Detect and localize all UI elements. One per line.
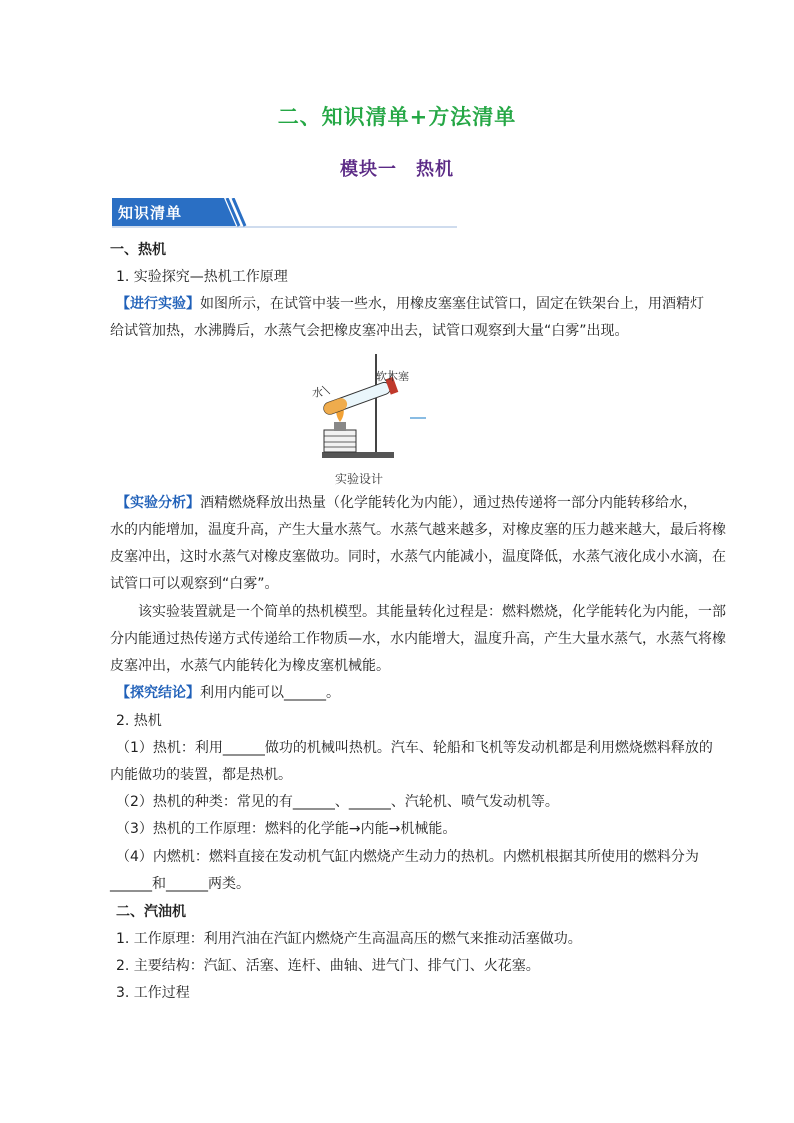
figure-label-water: 水 xyxy=(312,386,323,399)
figure-caption: 实验设计 xyxy=(335,472,384,486)
section1-title: 一、热机 xyxy=(110,242,166,258)
gasoline-item-1: 1. 工作原理：利用汽油在汽缸内燃烧产生高温高压的燃气来推动活塞做功。 xyxy=(116,931,582,947)
analysis-tag: 【实验分析】 xyxy=(116,495,200,511)
experiment-line-2: 给试管加热，水沸腾后，水蒸气会把橡皮塞冲出去，试管口观察到大量“白雾”出现。 xyxy=(110,323,629,339)
banner-label: 知识清单 xyxy=(118,204,183,222)
conclusion-line xyxy=(116,683,340,703)
gasoline-item-2: 2. 主要结构：汽缸、活塞、连杆、曲轴、进气门、排气门、火花塞。 xyxy=(116,958,540,974)
model-line-1: 该实验装置就是一个简单的热机模型。其能量转化过程是：燃料燃烧，化学能转化为内能，一部 xyxy=(138,604,726,620)
module-title: 模块一 热机 xyxy=(340,159,454,180)
experiment-line-1 xyxy=(116,294,704,314)
section2-title: 二、汽油机 xyxy=(116,904,186,920)
figure-label-cork: 软木塞 xyxy=(376,370,409,383)
experiment-text-1: 如图所示，在试管中装一些水，用橡皮塞塞住试管口，固定在铁架台上，用酒精灯 xyxy=(200,296,704,312)
heat-engine-def-1: （1）热机：利用______做功的机械叫热机。汽车、轮船和飞机等发动机都是利用燃烧燃料释放的 xyxy=(116,740,713,756)
model-line-2: 分内能通过热传递方式传递给工作物质—水，水内能增大，温度升高，产生大量水蒸气，水蒸气将橡 xyxy=(110,631,726,647)
heat-engine-types: （2）热机的种类：常见的有______、______、汽轮机、喷气发动机等。 xyxy=(116,794,559,810)
internal-combustion-1: （4）内燃机：燃料直接在发动机气缸内燃烧产生动力的热机。内燃机根据其所使用的燃料分为 xyxy=(116,849,699,865)
analysis-line-2: 水的内能增加，温度升高，产生大量水蒸气。水蒸气越来越多，对橡皮塞的压力越来越大，最后将橡 xyxy=(110,522,726,538)
experiment-tag: 【进行实验】 xyxy=(116,296,200,312)
analysis-line-3: 皮塞冲出，这时水蒸气对橡皮塞做功。同时，水蒸气内能减小，温度降低，水蒸气液化成小水滴，在 xyxy=(110,549,726,565)
item-1-title: 1. 实验探究—热机工作原理 xyxy=(116,269,288,285)
conclusion-tag: 【探究结论】 xyxy=(116,685,200,701)
analysis-line-4: 试管口可以观察到“白雾”。 xyxy=(110,576,279,592)
analysis-text-1: 酒精燃烧释放出热量（化学能转化为内能），通过热传递将一部分内能转移给水， xyxy=(200,495,697,511)
item-2-title: 2. 热机 xyxy=(116,713,162,729)
model-line-3: 皮塞冲出，水蒸气内能转化为橡皮塞机械能。 xyxy=(110,658,390,674)
page-heading: 二、知识清单+方法清单 xyxy=(277,105,517,129)
conclusion-text: 利用内能可以______。 xyxy=(200,685,340,701)
internal-combustion-2: ______和______两类。 xyxy=(110,876,250,892)
heat-engine-def-2: 内能做功的装置，都是热机。 xyxy=(110,767,292,783)
analysis-line-1 xyxy=(116,493,697,513)
heat-engine-principle: （3）热机的工作原理：燃料的化学能→内能→机械能。 xyxy=(116,821,457,837)
gasoline-item-3: 3. 工作过程 xyxy=(116,985,190,1001)
